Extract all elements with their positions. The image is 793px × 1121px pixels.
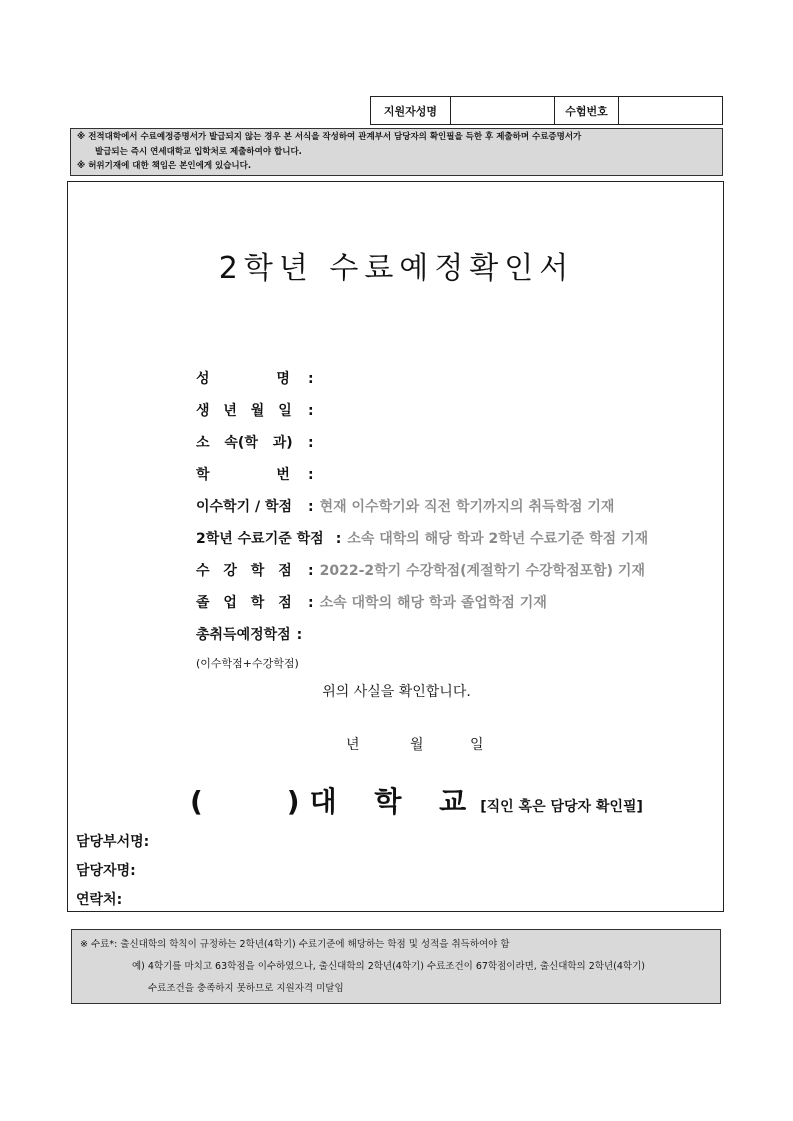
field-name xyxy=(196,368,320,388)
field-department xyxy=(196,432,320,452)
field-graduation-credits xyxy=(196,592,547,612)
graduation-credits-label: 졸 업 학 점 xyxy=(196,595,292,611)
enrolled-credits-label: 수 강 학 점 xyxy=(196,563,292,579)
notice-line: ※ 전적대학에서 수료예정증명서가 발급되지 않는 경우 본 서식을 작성하여 관계부서 담당자의 확인필을 득한 후 제출하며 수료증명서가 xyxy=(77,132,582,142)
date-row xyxy=(346,734,484,754)
name-label xyxy=(196,368,304,388)
colon: : xyxy=(308,467,314,483)
field-completion-standard xyxy=(196,528,648,548)
exam-number-label: 수험번호 xyxy=(555,97,619,124)
colon: : xyxy=(308,563,314,579)
footnote-line: 수료조건을 충족하지 못하므로 지원자격 미달임 xyxy=(148,983,344,994)
colon: : xyxy=(308,435,314,451)
applicant-name-field[interactable] xyxy=(451,97,555,124)
close-paren: ) xyxy=(286,785,300,818)
field-enrolled-credits xyxy=(196,560,645,580)
exam-number-field[interactable] xyxy=(619,97,722,124)
field-semester-credits xyxy=(196,496,614,516)
field-total-expected xyxy=(196,624,308,644)
name-label-text: 성 명 xyxy=(196,371,290,387)
department-label: 소 속(학 과) xyxy=(196,435,293,451)
colon: : xyxy=(335,531,342,547)
contact-department-label: 담당부서명: xyxy=(76,834,150,850)
form-title: 2학년 수료예정확인서 xyxy=(218,251,575,286)
name-label-text xyxy=(196,368,304,388)
student-id-label: 학 번 xyxy=(196,467,290,483)
university-signature-row xyxy=(190,780,643,820)
applicant-info-table xyxy=(370,96,723,125)
colon: : xyxy=(296,627,303,643)
footnote-line: 예) 4학기를 마치고 63학점을 이수하였으나, 출신대학의 2학년(4학기) 수료조건이 67학점이라면, 출신대학의 2학년(4학기) xyxy=(132,961,645,972)
total-expected-note: (이수학점+수강학점) xyxy=(196,657,299,670)
completion-standard-desc: 소속 대학의 해당 학과 2학년 수료기준 학점 기재 xyxy=(347,531,649,547)
notice-box xyxy=(70,128,723,176)
contact-phone-label: 연락처: xyxy=(76,892,123,908)
confirm-text: 위의 사실을 확인합니다. xyxy=(322,684,471,700)
seal-note: [직인 혹은 담당자 확인필] xyxy=(480,799,643,815)
notice-line: 발급되는 즉시 연세대학교 입학처로 제출하여야 합니다. xyxy=(95,146,302,157)
university-suffix: 대 학 교 xyxy=(309,785,481,818)
colon: : xyxy=(308,403,314,419)
date-day: 일 xyxy=(470,737,484,753)
colon: : xyxy=(308,371,314,387)
birth-label: 생 년 월 일 xyxy=(196,403,292,419)
contact-person-label: 담당자명: xyxy=(76,863,136,879)
footnote-line: ※ 수료*: 출신대학의 학칙이 규정하는 2학년(4학기) 수료기준에 해당하는 학점 및 성적을 취득하여야 함 xyxy=(80,939,510,950)
open-paren: ( xyxy=(190,785,203,818)
notice-line: ※ 허위기재에 대한 책임은 본인에게 있습니다. xyxy=(77,161,252,171)
field-student-id xyxy=(196,464,320,484)
semester-credits-label: 이수학기 / 학점 xyxy=(196,499,293,515)
colon: : xyxy=(308,595,314,611)
field-birth xyxy=(196,400,320,420)
semester-credits-desc: 현재 이수학기와 직전 학기까지의 취득학점 기재 xyxy=(319,499,615,515)
colon: : xyxy=(308,499,314,515)
total-expected-label: 총취득예정학점 xyxy=(196,627,291,643)
graduation-credits-desc: 소속 대학의 해당 학과 졸업학점 기재 xyxy=(319,595,547,611)
date-year: 년 xyxy=(346,737,360,753)
enrolled-credits-desc: 2022-2학기 수강학점(계절학기 수강학점포함) 기재 xyxy=(319,563,645,579)
date-month: 월 xyxy=(410,737,424,753)
completion-standard-label: 2학년 수료기준 학점 xyxy=(196,531,324,547)
applicant-name-label: 지원자성명 xyxy=(371,97,451,124)
footnote-box xyxy=(71,929,721,1004)
